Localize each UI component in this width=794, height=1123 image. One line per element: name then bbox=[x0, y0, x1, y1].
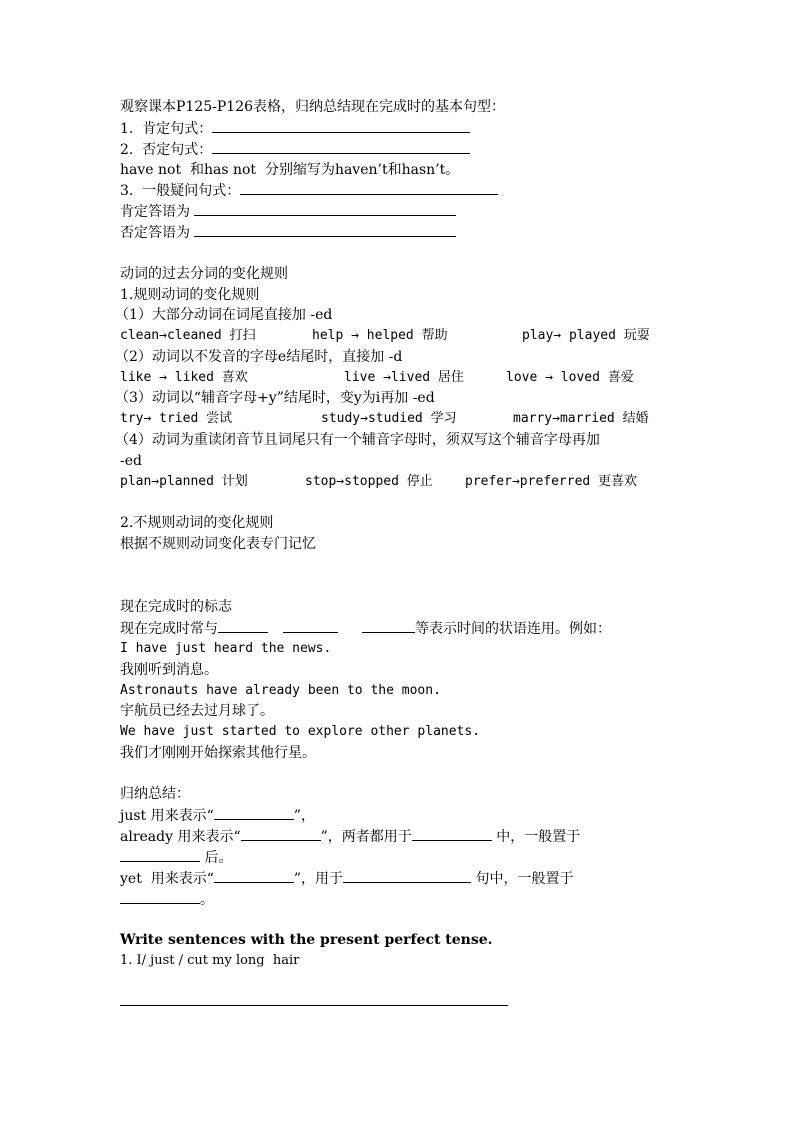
example-like: like → liked 喜欢 bbox=[120, 370, 248, 385]
rule3-text: （3）动词以“辅音字母+y”结尾时，变y为i再加 -ed bbox=[115, 390, 435, 406]
example-sentence-2: Astronauts have already been to the moon. bbox=[120, 683, 441, 698]
already-text-a: already 用来表示“ bbox=[120, 829, 241, 845]
yet-text-a: yet 用来表示“ bbox=[120, 871, 214, 887]
already-summary bbox=[120, 827, 580, 846]
question-blank[interactable] bbox=[240, 181, 498, 195]
rule2-text: （2）动词以不发音的字母e结尾时，直接加 -d bbox=[115, 349, 403, 365]
section1-title: 观察课本P125-P126表格，归纳总结现在完成时的基本句型： bbox=[120, 99, 506, 115]
example-help: help → helped 帮助 bbox=[312, 328, 448, 343]
section2-title: 动词的过去分词的变化规则 bbox=[120, 266, 288, 282]
example-plan: plan→planned 计划 bbox=[120, 474, 248, 489]
no-answer-label: 否定答语为 bbox=[120, 225, 195, 241]
affirmative-line bbox=[120, 119, 470, 138]
rule4-suffix: -ed bbox=[120, 453, 142, 469]
yet-blank-2[interactable] bbox=[343, 869, 471, 883]
marker-blank-1[interactable] bbox=[218, 619, 268, 633]
exercise-title: Write sentences with the present perfect tense. bbox=[120, 932, 493, 948]
affirmative-label: 1. 肯定句式： bbox=[120, 121, 213, 137]
already-text-b: ”，两者都用于 bbox=[320, 829, 412, 845]
example-play: play→ played 玩耍 bbox=[522, 328, 650, 343]
yet-summary-cont bbox=[120, 890, 214, 909]
question-line bbox=[120, 181, 498, 200]
yet-blank-3[interactable] bbox=[120, 890, 200, 904]
exercise-item-1: 1. I/ just / cut my long hair bbox=[120, 953, 300, 968]
markers-intro-start: 现在完成时常与 bbox=[120, 621, 218, 637]
rule2-examples bbox=[120, 369, 680, 387]
already-text-c: 中，一般置于 bbox=[491, 829, 581, 845]
example-translation-2: 宇航员已经去过月球了。 bbox=[120, 703, 274, 719]
example-marry: marry→married 结婚 bbox=[513, 411, 649, 426]
example-sentence-3: We have just started to explore other planets. bbox=[120, 724, 481, 739]
example-translation-1: 我刚听到消息。 bbox=[120, 662, 218, 678]
regular-verbs-title: 1.规则动词的变化规则 bbox=[120, 287, 260, 303]
just-text-b: ”， bbox=[293, 808, 315, 824]
negative-label: 2. 否定句式： bbox=[120, 142, 213, 158]
rule1-examples bbox=[120, 327, 680, 345]
yet-text-c: 句中，一般置于 bbox=[471, 871, 574, 887]
just-blank[interactable] bbox=[214, 806, 294, 820]
no-answer-line bbox=[120, 223, 456, 242]
rule1-text: （1）大部分动词在词尾直接加 -ed bbox=[115, 307, 333, 323]
just-text-a: just 用来表示“ bbox=[120, 808, 214, 824]
example-love: love → loved 喜爱 bbox=[506, 370, 634, 385]
already-blank-2[interactable] bbox=[412, 827, 492, 841]
section3-title: 现在完成时的标志 bbox=[120, 599, 232, 615]
example-study: study→studied 学习 bbox=[321, 411, 457, 426]
just-summary bbox=[120, 806, 315, 825]
markers-intro bbox=[120, 619, 611, 638]
yes-answer-label: 肯定答语为 bbox=[120, 204, 195, 220]
rule4-examples bbox=[120, 473, 680, 491]
yet-blank-1[interactable] bbox=[214, 869, 294, 883]
example-clean: clean→cleaned 打扫 bbox=[120, 328, 256, 343]
question-label: 3. 一般疑问句式： bbox=[120, 183, 241, 199]
yet-text-d: 。 bbox=[200, 892, 214, 908]
rule3-examples bbox=[120, 410, 680, 428]
exercise-answer-line[interactable] bbox=[120, 1005, 508, 1006]
example-translation-3: 我们才刚刚开始探索其他行星。 bbox=[120, 745, 316, 761]
negative-blank[interactable] bbox=[212, 140, 470, 154]
markers-intro-end: 等表示时间的状语连用。例如： bbox=[415, 621, 611, 637]
already-text-d: 后。 bbox=[200, 850, 233, 866]
yet-text-b: ”，用于 bbox=[293, 871, 344, 887]
marker-blank-2[interactable] bbox=[283, 619, 338, 633]
marker-blank-3[interactable] bbox=[362, 619, 415, 633]
already-summary-cont bbox=[120, 848, 232, 867]
example-live: live →lived 居住 bbox=[344, 370, 464, 385]
example-try: try→ tried 尝试 bbox=[120, 411, 233, 426]
rule4-text: （4）动词为重读闭音节且词尾只有一个辅音字母时，须双写这个辅音字母再加 bbox=[115, 432, 600, 448]
yet-summary bbox=[120, 869, 574, 888]
no-answer-blank[interactable] bbox=[194, 223, 456, 237]
yes-answer-blank[interactable] bbox=[194, 202, 456, 216]
section4-title: 归纳总结： bbox=[120, 786, 190, 802]
example-prefer: prefer→preferred 更喜欢 bbox=[465, 474, 638, 489]
irregular-verbs-desc: 根据不规则动词变化表专门记忆 bbox=[120, 536, 316, 552]
example-sentence-1: I have just heard the news. bbox=[120, 641, 332, 656]
affirmative-blank[interactable] bbox=[212, 119, 470, 133]
example-stop: stop→stopped 停止 bbox=[305, 474, 433, 489]
irregular-verbs-title: 2.不规则动词的变化规则 bbox=[120, 515, 274, 531]
already-blank-3[interactable] bbox=[120, 848, 200, 862]
negative-line bbox=[120, 140, 470, 159]
contraction-note: have not 和has not 分别缩写为haven’t和hasn’t。 bbox=[120, 162, 460, 178]
already-blank-1[interactable] bbox=[241, 827, 321, 841]
yes-answer-line bbox=[120, 202, 456, 221]
